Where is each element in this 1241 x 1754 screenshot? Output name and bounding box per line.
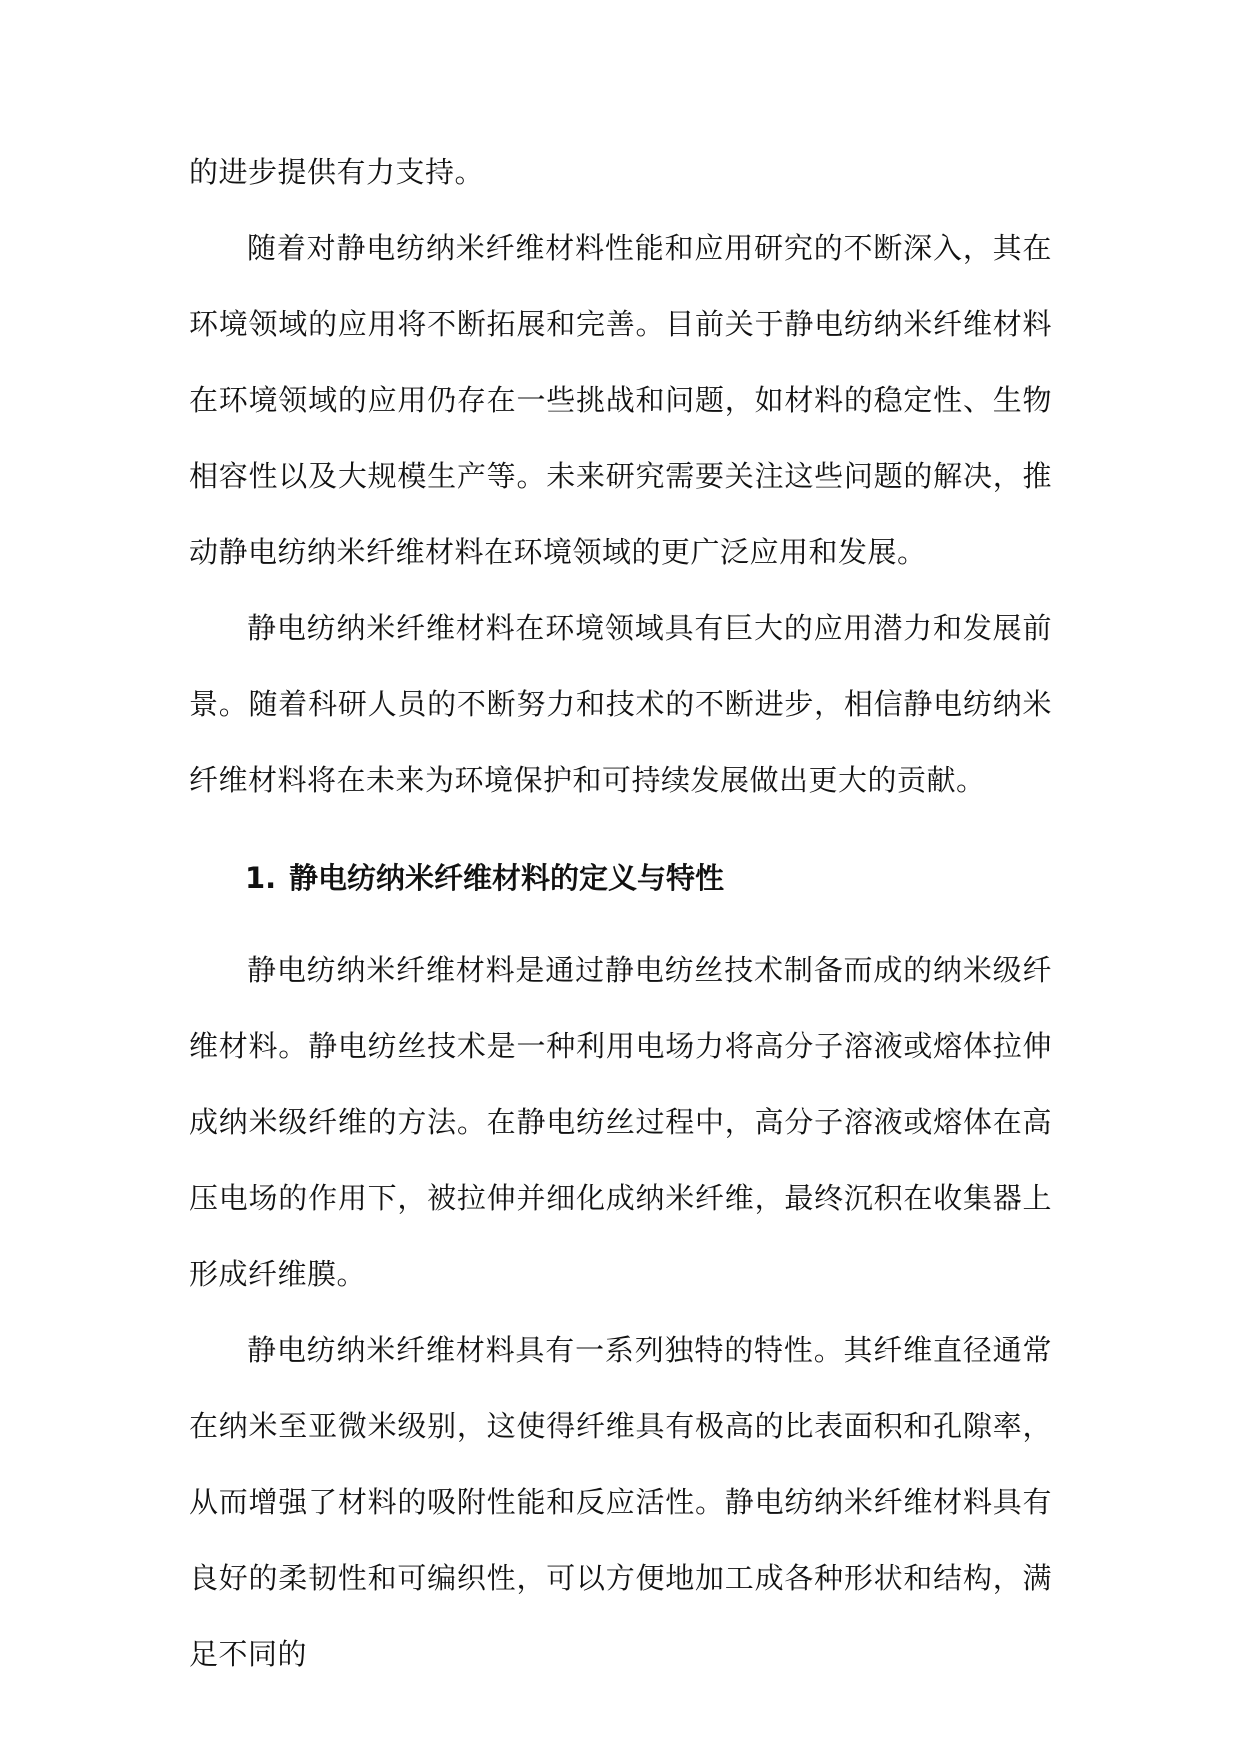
section-heading xyxy=(245,858,724,898)
section-number: 1. xyxy=(245,861,277,895)
paragraph-intro-tail: 的进步提供有力支持。 xyxy=(189,155,485,189)
paragraph-research-outlook: 随着对静电纺纳米纤维材料性能和应用研究的不断深入，其在环境领域的应用将不断拓展和完善。目前关于静电纺纳米纤维材料在环境领域的应用仍存在一些挑战和问题，如材料的稳定性、生物相容性以及大规模生产等。未来研究需要关注这些问题的解决，推动静电纺纳米纤维材料在环境领域的更广泛应用和发展。 xyxy=(189,231,1052,569)
paragraph-properties: 静电纺纳米纤维材料具有一系列独特的特性。其纤维直径通常在纳米至亚微米级别，这使得纤维具有极高的比表面积和孔隙率，从而增强了材料的吸附性能和反应活性。静电纺纳米纤维材料具有良好的柔韧性和可编织性，可以方便地加工成各种形状和结构，满足不同的 xyxy=(189,1333,1052,1671)
paragraph-prospect: 静电纺纳米纤维材料在环境领域具有巨大的应用潜力和发展前景。随着科研人员的不断努力和技术的不断进步，相信静电纺纳米纤维材料将在未来为环境保护和可持续发展做出更大的贡献。 xyxy=(189,611,1052,797)
section-title: 静电纺纳米纤维材料的定义与特性 xyxy=(289,861,725,895)
paragraph-definition: 静电纺纳米纤维材料是通过静电纺丝技术制备而成的纳米级纤维材料。静电纺丝技术是一种利用电场力将高分子溶液或熔体拉伸成纳米级纤维的方法。在静电纺丝过程中，高分子溶液或熔体在高压电场的作用下，被拉伸并细化成纳米纤维，最终沉积在收集器上形成纤维膜。 xyxy=(189,953,1052,1291)
